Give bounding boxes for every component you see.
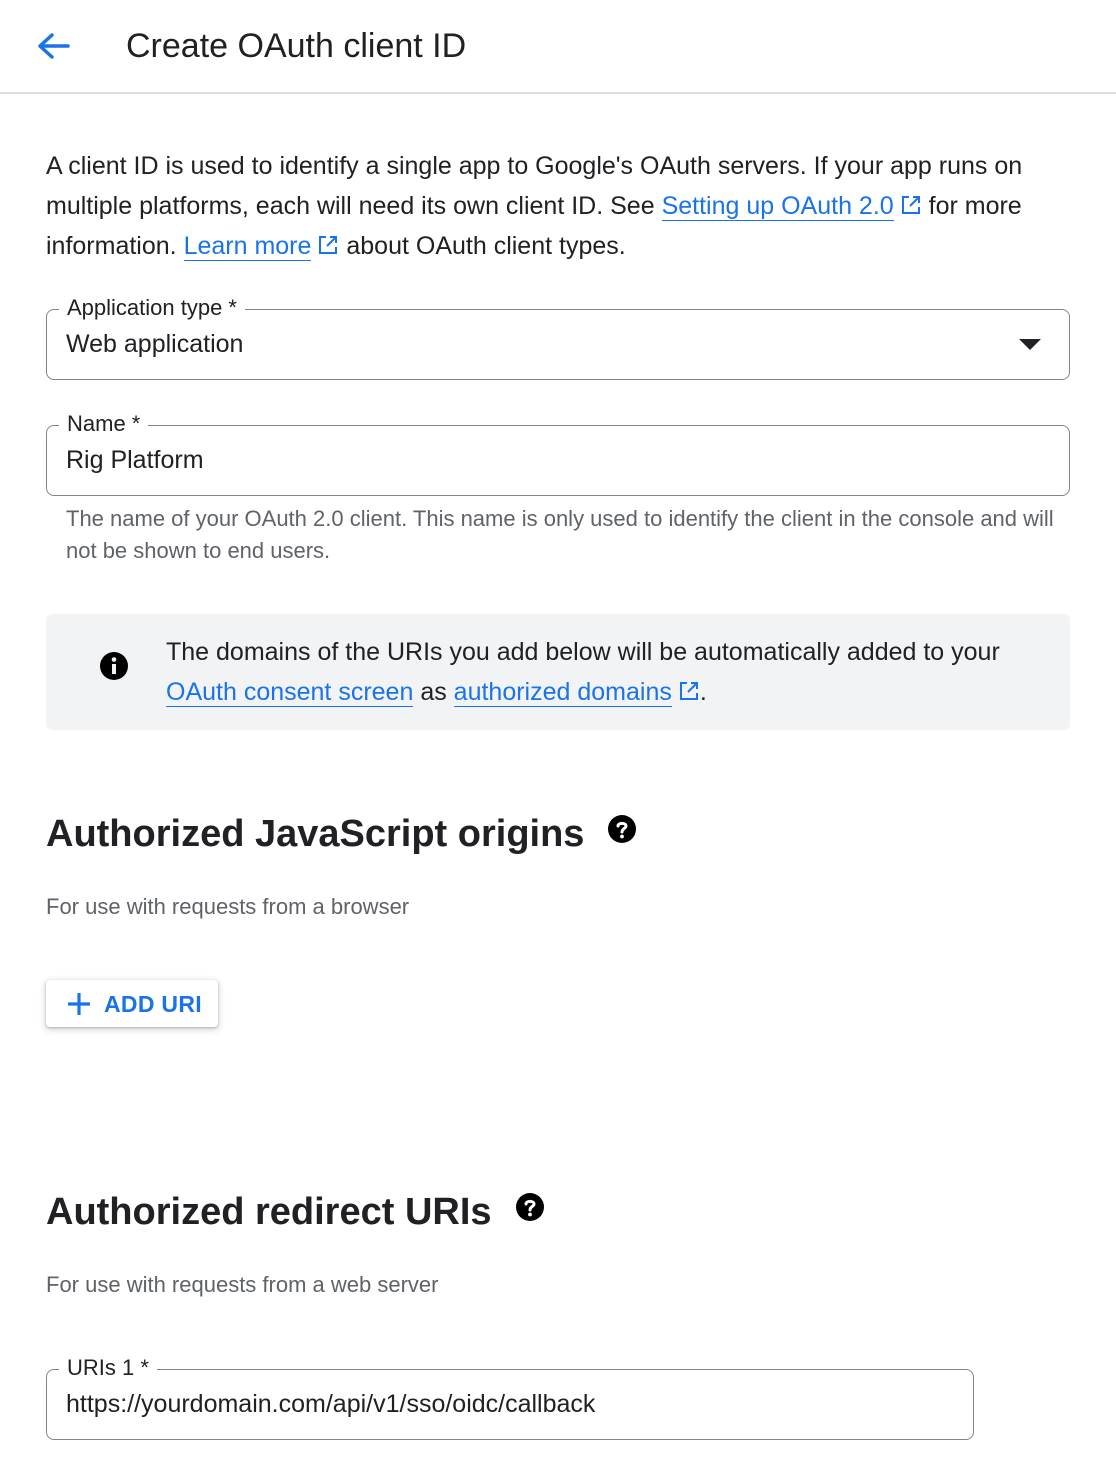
open-in-new-icon (678, 680, 700, 702)
arrow-back-icon (30, 26, 78, 66)
redirect-uri-input[interactable]: https://yourdomain.com/api/v1/sso/oidc/callback (66, 1390, 596, 1418)
application-type-value: Web application (66, 330, 244, 358)
page-header (0, 0, 1116, 94)
dropdown-arrow-icon (1019, 339, 1041, 351)
js-origins-section-title: Authorized JavaScript origins (46, 811, 636, 857)
open-in-new-icon (317, 234, 339, 256)
authorized-domains-link[interactable]: authorized domains (453, 678, 672, 706)
learn-more-link[interactable]: Learn more (183, 232, 312, 260)
help-icon[interactable] (608, 815, 636, 843)
plus-icon (66, 991, 92, 1017)
name-field[interactable] (46, 411, 1070, 496)
add-uri-button[interactable] (46, 980, 218, 1027)
name-hint: The name of your OAuth 2.0 client. This name is only used to identify the client in the console and will not be shown to end users. (66, 506, 1054, 563)
help-icon[interactable] (516, 1193, 544, 1221)
info-icon (100, 652, 128, 680)
js-origins-description: For use with requests from a browser (46, 894, 410, 919)
redirect-uris-description: For use with requests from a web server (46, 1272, 439, 1297)
add-uri-label: ADD URI (104, 991, 202, 1017)
setting-up-oauth-link[interactable]: Setting up OAuth 2.0 (661, 192, 894, 220)
info-banner (46, 614, 1070, 730)
page-title: Create OAuth client ID (126, 27, 467, 65)
redirect-uri-label: URIs 1 * (59, 1353, 157, 1383)
oauth-consent-screen-link[interactable]: OAuth consent screen (166, 678, 414, 706)
back-button[interactable] (30, 26, 78, 66)
application-type-label: Application type * (59, 293, 245, 323)
open-in-new-icon (900, 194, 922, 216)
redirect-uri-field[interactable] (46, 1355, 974, 1440)
info-text: The domains of the URIs you add below will be automatically added to your OAuth consent screen as authorized domains . (166, 638, 1000, 706)
name-input[interactable]: Rig Platform (66, 446, 204, 474)
intro-text: A client ID is used to identify a single app to Google's OAuth servers. If your app runs on multiple platforms, each will need its own client ID. See Setting up OAuth 2.0 for more information. Learn more about OAuth client types. (46, 152, 1023, 260)
name-label: Name * (59, 409, 148, 439)
redirect-uris-section-title: Authorized redirect URIs (46, 1189, 544, 1235)
application-type-select[interactable] (46, 295, 1070, 380)
